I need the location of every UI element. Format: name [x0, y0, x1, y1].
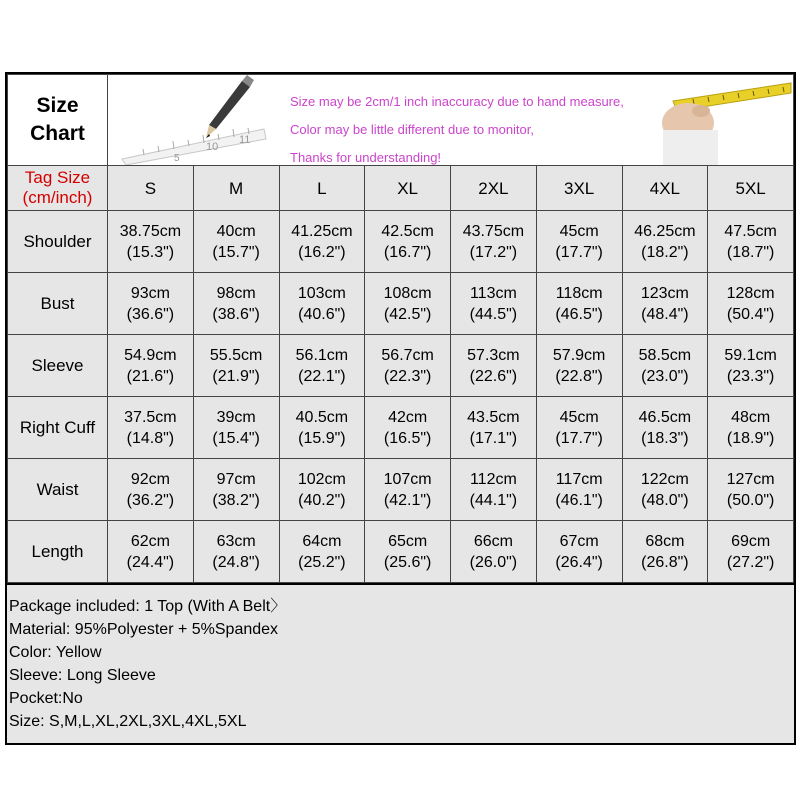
- inch-value: (23.0"): [641, 367, 689, 385]
- measurement-cell: [279, 335, 365, 397]
- inch-value: (14.8"): [126, 429, 175, 447]
- inch-value: (22.3"): [383, 367, 432, 385]
- inch-value: (36.6"): [126, 305, 175, 323]
- cm-value: 56.7cm: [381, 346, 434, 364]
- measurement-cell: [451, 273, 537, 335]
- measurement-cell: [108, 397, 194, 459]
- cm-value: 117cm: [555, 470, 603, 488]
- size-header-m: M: [193, 166, 279, 211]
- cm-value: 54.9cm: [124, 346, 177, 364]
- cm-value: 123cm: [640, 284, 689, 302]
- cm-value: 57.3cm: [467, 346, 520, 364]
- note-color: Color may be little different due to monitor,: [290, 122, 534, 137]
- chart-title: Size Chart: [8, 75, 108, 166]
- measurement-cell: [708, 211, 794, 273]
- measurement-cell: [451, 397, 537, 459]
- measurement-cell: [536, 211, 622, 273]
- inch-value: (38.2"): [212, 491, 260, 509]
- info-size: Size: S,M,L,XL,2XL,3XL,4XL,5XL: [9, 713, 247, 730]
- measurement-cell: [193, 273, 279, 335]
- info-package: Package included: 1 Top (With A Belt〉: [9, 598, 287, 615]
- measurement-cell: [108, 211, 194, 273]
- measurement-cell: [108, 521, 194, 583]
- measurement-cell: [622, 459, 708, 521]
- table-row: [8, 335, 794, 397]
- inch-value: (22.1"): [298, 367, 346, 385]
- cm-value: 67cm: [559, 532, 599, 550]
- cm-value: 58.5cm: [638, 346, 692, 364]
- inch-value: (15.3"): [126, 243, 175, 261]
- measurement-cell: [279, 521, 365, 583]
- inch-value: (27.2"): [726, 553, 775, 571]
- inch-value: (17.7"): [555, 243, 603, 261]
- ruler-tick-10: 10: [206, 141, 219, 153]
- cm-value: 57.9cm: [552, 346, 606, 364]
- table-row: [8, 397, 794, 459]
- cm-value: 122cm: [640, 470, 689, 488]
- cm-value: 102cm: [297, 470, 346, 488]
- measurement-cell: [365, 459, 451, 521]
- measurement-cell: [622, 211, 708, 273]
- cm-value: 92cm: [130, 470, 170, 488]
- cm-value: 108cm: [383, 284, 432, 302]
- size-header-row: [8, 166, 794, 211]
- inch-value: (36.2"): [126, 491, 175, 509]
- measurement-cell: [193, 521, 279, 583]
- cm-value: 113cm: [469, 284, 517, 302]
- inch-value: (15.4"): [212, 429, 260, 447]
- measurement-cell: [536, 459, 622, 521]
- ruler-tick-5: 5: [174, 153, 180, 164]
- cm-value: 45cm: [559, 408, 599, 426]
- inch-value: (21.9"): [212, 367, 260, 385]
- measurement-cell: [279, 211, 365, 273]
- table-row: [8, 521, 794, 583]
- product-info: [7, 583, 794, 743]
- cm-value: 128cm: [726, 284, 775, 302]
- cm-value: 47.5cm: [724, 222, 777, 240]
- measurement-cell: [451, 459, 537, 521]
- inch-value: (16.5"): [383, 429, 432, 447]
- inch-value: (21.6"): [126, 367, 175, 385]
- cm-value: 48cm: [731, 408, 771, 426]
- measurement-cell: [193, 397, 279, 459]
- measurement-cell: [622, 273, 708, 335]
- measurement-cell: [365, 273, 451, 335]
- table-row: [8, 459, 794, 521]
- measurement-cell: [708, 521, 794, 583]
- size-header-2xl: 2XL: [451, 166, 537, 211]
- cm-value: 103cm: [297, 284, 346, 302]
- inch-value: (15.9"): [298, 429, 346, 447]
- info-pocket: Pocket:No: [9, 690, 83, 707]
- inch-value: (26.4"): [555, 553, 603, 571]
- measurement-cell: [708, 273, 794, 335]
- inch-value: (25.2"): [298, 553, 346, 571]
- tape-measure-illustration: [643, 75, 793, 165]
- cm-value: 43.75cm: [462, 222, 525, 240]
- inch-value: (46.5"): [555, 305, 603, 323]
- inch-value: (22.6"): [469, 367, 518, 385]
- pen-ruler-illustration: [114, 75, 284, 165]
- inch-value: (26.0"): [469, 553, 518, 571]
- cm-value: 46.25cm: [634, 222, 696, 240]
- size-table: [7, 74, 794, 583]
- measurement-cell: [193, 459, 279, 521]
- measurement-cell: [365, 335, 451, 397]
- cm-value: 69cm: [731, 532, 771, 550]
- inch-value: (44.1"): [469, 491, 518, 509]
- row-label: Bust: [8, 273, 108, 335]
- inch-value: (26.8"): [641, 553, 689, 571]
- size-header-xl: XL: [365, 166, 451, 211]
- info-material: Material: 95%Polyester + 5%Spandex: [9, 621, 279, 638]
- inch-value: (17.2"): [469, 243, 518, 261]
- measurement-cell: [451, 211, 537, 273]
- inch-value: (42.5"): [383, 305, 432, 323]
- inch-value: (48.0"): [641, 491, 689, 509]
- cm-value: 59.1cm: [724, 346, 777, 364]
- measurement-cell: [365, 521, 451, 583]
- inch-value: (23.3"): [726, 367, 775, 385]
- inch-value: (40.6"): [298, 305, 346, 323]
- cm-value: 62cm: [130, 532, 170, 550]
- measurement-cell: [365, 211, 451, 273]
- measurement-cell: [279, 459, 365, 521]
- measurement-cell: [108, 273, 194, 335]
- inch-value: (50.0"): [726, 491, 775, 509]
- inch-value: (18.3"): [641, 429, 689, 447]
- cm-value: 56.1cm: [295, 346, 349, 364]
- measurement-cell: [708, 335, 794, 397]
- inch-value: (15.7"): [212, 243, 260, 261]
- measurement-cell: [365, 397, 451, 459]
- cm-value: 41.25cm: [291, 222, 353, 240]
- inch-value: (42.1"): [383, 491, 432, 509]
- note-thanks: Thanks for understanding!: [290, 150, 442, 165]
- cm-value: 98cm: [216, 284, 256, 302]
- inch-value: (18.2"): [641, 243, 689, 261]
- cm-value: 37.5cm: [124, 408, 177, 426]
- row-label: Shoulder: [8, 211, 108, 273]
- cm-value: 127cm: [726, 470, 775, 488]
- cm-value: 118cm: [555, 284, 603, 302]
- cm-value: 63cm: [216, 532, 256, 550]
- inch-value: (24.8"): [212, 553, 260, 571]
- info-color: Color: Yellow: [9, 644, 102, 661]
- measurement-cell: [451, 335, 537, 397]
- cm-value: 65cm: [388, 532, 428, 550]
- banner-notes: [290, 88, 624, 172]
- info-sleeve: Sleeve: Long Sleeve: [9, 667, 156, 684]
- cm-value: 42.5cm: [381, 222, 434, 240]
- inch-value: (38.6"): [212, 305, 260, 323]
- cm-value: 93cm: [130, 284, 170, 302]
- cm-value: 107cm: [383, 470, 432, 488]
- inch-value: (24.4"): [126, 553, 175, 571]
- inch-value: (40.2"): [298, 491, 346, 509]
- size-header-3xl: 3XL: [536, 166, 622, 211]
- cm-value: 43.5cm: [467, 408, 520, 426]
- inch-value: (17.1"): [469, 429, 518, 447]
- cm-value: 42cm: [388, 408, 428, 426]
- cm-value: 39cm: [216, 408, 256, 426]
- measurement-cell: [536, 521, 622, 583]
- inch-value: (16.7"): [383, 243, 432, 261]
- measurement-cell: [622, 335, 708, 397]
- size-header-5xl: 5XL: [708, 166, 794, 211]
- measurement-cell: [622, 521, 708, 583]
- cm-value: 55.5cm: [209, 346, 263, 364]
- measurement-rows: [8, 211, 794, 583]
- size-header-l: L: [279, 166, 365, 211]
- inch-value: (18.9"): [726, 429, 775, 447]
- measurement-cell: [536, 273, 622, 335]
- measurement-cell: [536, 335, 622, 397]
- note-inaccuracy: Size may be 2cm/1 inch inaccuracy due to hand measure,: [290, 94, 624, 109]
- cm-value: 38.75cm: [119, 222, 182, 240]
- inch-value: (18.7"): [726, 243, 775, 261]
- row-label: Length: [8, 521, 108, 583]
- inch-value: (22.8"): [555, 367, 603, 385]
- size-header-s: S: [108, 166, 194, 211]
- measurement-cell: [108, 459, 194, 521]
- cm-value: 40.5cm: [295, 408, 349, 426]
- measurement-cell: [451, 521, 537, 583]
- measurement-cell: [279, 397, 365, 459]
- ruler-tick-11: 11: [239, 134, 251, 146]
- cm-value: 112cm: [469, 470, 517, 488]
- cm-value: 64cm: [302, 532, 342, 550]
- cm-value: 45cm: [559, 222, 599, 240]
- size-header-4xl: 4XL: [622, 166, 708, 211]
- inch-value: (44.5"): [469, 305, 518, 323]
- size-chart: [5, 72, 796, 745]
- cm-value: 97cm: [216, 470, 256, 488]
- table-row: [8, 211, 794, 273]
- row-label: Waist: [8, 459, 108, 521]
- cm-value: 66cm: [473, 532, 513, 550]
- measurement-cell: [279, 273, 365, 335]
- row-label: Sleeve: [8, 335, 108, 397]
- measurement-cell: [622, 397, 708, 459]
- measurement-cell: [108, 335, 194, 397]
- inch-value: (50.4"): [726, 305, 775, 323]
- cm-value: 46.5cm: [638, 408, 692, 426]
- inch-value: (16.2"): [298, 243, 346, 261]
- header-row: [8, 75, 794, 166]
- inch-value: (46.1"): [555, 491, 603, 509]
- measurement-cell: [536, 397, 622, 459]
- cm-value: 68cm: [645, 532, 685, 550]
- tag-size-label: Tag Size (cm/inch): [8, 166, 108, 211]
- inch-value: (17.7"): [555, 429, 603, 447]
- table-row: [8, 273, 794, 335]
- measurement-cell: [193, 211, 279, 273]
- row-label: Right Cuff: [8, 397, 108, 459]
- inch-value: (25.6"): [383, 553, 432, 571]
- cm-value: 40cm: [216, 222, 256, 240]
- measurement-cell: [708, 459, 794, 521]
- measurement-cell: [708, 397, 794, 459]
- banner: [108, 75, 794, 166]
- measurement-cell: [193, 335, 279, 397]
- inch-value: (48.4"): [641, 305, 689, 323]
